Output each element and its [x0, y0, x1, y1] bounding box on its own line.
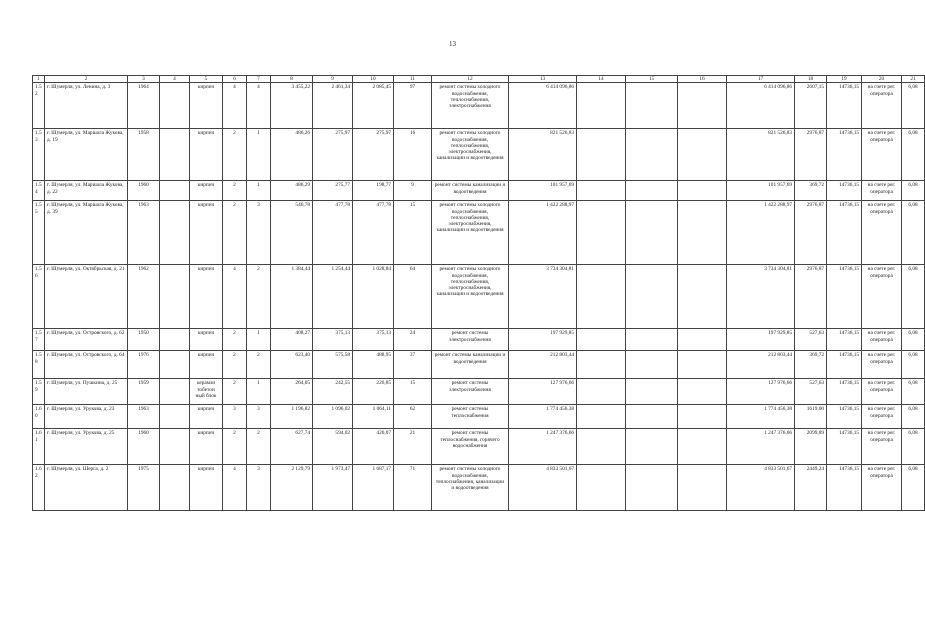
table-cell: 2	[223, 181, 247, 201]
table-cell: ремонт системы канализации и водоотведения	[432, 351, 509, 379]
table-cell: 4	[223, 265, 247, 329]
table-cell	[577, 83, 626, 129]
table-cell	[160, 405, 190, 429]
table-cell: 1.57	[33, 329, 45, 351]
table-cell	[626, 379, 678, 405]
table-cell	[626, 429, 678, 465]
table-cell: керамзи тобетон ный блок	[190, 379, 223, 405]
table-cell: 1963	[128, 405, 160, 429]
table-cell: 821 526,83	[727, 129, 795, 181]
table-cell: 486,26	[271, 129, 313, 181]
table-cell: 4 833 501,67	[509, 465, 577, 511]
table-cell	[626, 129, 678, 181]
table-cell: на счете рег. оператора	[862, 351, 902, 379]
table-cell: 6 414 096,86	[727, 83, 795, 129]
table-cell: на счете рег. оператора	[862, 429, 902, 465]
table-cell: 4 833 501,67	[727, 465, 795, 511]
table-cell: 4	[223, 465, 247, 511]
table-cell: 1962	[128, 265, 160, 329]
table-cell: 1 064,11	[353, 405, 394, 429]
table-cell: 275,77	[313, 181, 353, 201]
table-cell: 14736,15	[827, 465, 862, 511]
table-cell	[160, 83, 190, 129]
table-cell: 6,08	[902, 351, 925, 379]
column-number-cell: 10	[353, 76, 394, 83]
table-cell	[678, 265, 727, 329]
table-row	[33, 201, 925, 265]
table-cell: 2	[247, 429, 271, 465]
table-cell: ремонт системы теплоснабжения, горячего водоснабжения	[432, 429, 509, 465]
table-cell: ремонт системы канализации и водоотведения	[432, 181, 509, 201]
table-cell	[160, 465, 190, 511]
table-cell	[160, 181, 190, 201]
table-cell	[160, 379, 190, 405]
table-cell: г. Шумерля, ул. Шерга, д. 2	[45, 465, 128, 511]
column-number-cell: 7	[247, 76, 271, 83]
table-cell	[160, 329, 190, 351]
table-cell: 408,27	[271, 329, 313, 351]
table-cell	[626, 265, 678, 329]
table-cell: 486,29	[271, 181, 313, 201]
table-cell: 6,08	[902, 329, 925, 351]
table-row	[33, 429, 925, 465]
table-cell: 14736,15	[827, 181, 862, 201]
table-cell: 420,07	[353, 429, 394, 465]
table-cell	[626, 201, 678, 265]
table-cell: 2	[223, 329, 247, 351]
table-cell: 71	[394, 465, 432, 511]
table-cell: 97	[394, 83, 432, 129]
table-cell: 15	[394, 201, 432, 265]
table-row	[33, 83, 925, 129]
table-cell: 2	[247, 265, 271, 329]
table-cell: 488,95	[353, 351, 394, 379]
column-number-cell: 5	[190, 76, 223, 83]
table-cell: 9	[394, 181, 432, 201]
table-cell: г. Шумерля, ул. Ленина, д. 3	[45, 83, 128, 129]
table-cell	[626, 351, 678, 379]
table-row	[33, 465, 925, 511]
table-row	[33, 351, 925, 379]
table-cell: 2 129,79	[271, 465, 313, 511]
table-cell: 15	[394, 379, 432, 405]
table-cell: г. Шумерля, ул. Урукова, д. 23	[45, 405, 128, 429]
table-cell	[577, 129, 626, 181]
table-cell: г. Шумерля, ул. Островского, д. 64	[45, 351, 128, 379]
table-cell: кирпич	[190, 201, 223, 265]
table-cell: 2976,87	[795, 265, 827, 329]
table-cell: 1976	[128, 351, 160, 379]
table-cell: 2976,87	[795, 129, 827, 181]
table-cell: 369,72	[795, 351, 827, 379]
column-number-cell: 17	[727, 76, 795, 83]
table-cell	[577, 201, 626, 265]
table-cell: 1.56	[33, 265, 45, 329]
table-cell: 37	[394, 351, 432, 379]
table-cell: кирпич	[190, 181, 223, 201]
table-cell: 14736,15	[827, 265, 862, 329]
table-cell	[678, 429, 727, 465]
table-cell: 14736,15	[827, 379, 862, 405]
table-cell: 1.59	[33, 379, 45, 405]
table-cell: 1.55	[33, 201, 45, 265]
table-cell	[678, 181, 727, 201]
table-cell: 2 461,34	[313, 83, 353, 129]
table-cell	[626, 181, 678, 201]
column-number-cell: 1	[33, 76, 45, 83]
table-cell	[678, 129, 727, 181]
table-cell: 477,78	[353, 201, 394, 265]
table-cell: ремонт системы электроснабжения	[432, 329, 509, 351]
table-cell: 127 976,66	[509, 379, 577, 405]
table-cell: 1.58	[33, 351, 45, 379]
table-cell: на счете рег. оператора	[862, 379, 902, 405]
table-cell: на счете рег. оператора	[862, 265, 902, 329]
table-cell: ремонт системы холодного водоснабжения, теплоснабжения, электроснабжения	[432, 83, 509, 129]
table-cell: ремонт системы холодного водоснабжения, теплоснабжения, канализации и водоотведения	[432, 465, 509, 511]
table-cell: 6 414 096,86	[509, 83, 577, 129]
table-cell: 1958	[128, 129, 160, 181]
table-cell: 14736,15	[827, 405, 862, 429]
table-cell: 14736,15	[827, 329, 862, 351]
table-cell	[577, 465, 626, 511]
table-cell: 1 973,47	[313, 465, 353, 511]
table-cell	[678, 83, 727, 129]
table-row	[33, 129, 925, 181]
table-cell	[160, 429, 190, 465]
table-cell: 127 976,66	[727, 379, 795, 405]
table-cell	[577, 429, 626, 465]
table-row	[33, 265, 925, 329]
table-cell: 1.60	[33, 405, 45, 429]
table-cell	[577, 181, 626, 201]
table-cell: 14736,15	[827, 351, 862, 379]
table-cell: 2	[247, 351, 271, 379]
table-cell: ремонт системы электроснабжения	[432, 379, 509, 405]
table-cell: 212 803,44	[727, 351, 795, 379]
table-cell	[626, 465, 678, 511]
table-cell: г. Шумерля, ул. Октябрьская, д. 21	[45, 265, 128, 329]
table-cell: кирпич	[190, 351, 223, 379]
table-cell: 2 085,45	[353, 83, 394, 129]
table-cell: 1 774 456,38	[727, 405, 795, 429]
column-number-cell: 8	[271, 76, 313, 83]
table-row	[33, 329, 925, 351]
table-cell	[160, 351, 190, 379]
table-cell	[577, 379, 626, 405]
table-cell: 1975	[128, 465, 160, 511]
table-cell: 1 384,44	[271, 265, 313, 329]
table-cell: ремонт системы холодного водоснабжения, теплоснабжения, электроснабжения, канализации и водоотведения	[432, 129, 509, 181]
column-number-cell: 11	[394, 76, 432, 83]
table-cell	[577, 405, 626, 429]
column-number-cell: 18	[795, 76, 827, 83]
column-number-cell: 9	[313, 76, 353, 83]
column-number-row	[33, 76, 925, 83]
table-cell: 4	[247, 83, 271, 129]
table-cell: на счете рег. оператора	[862, 329, 902, 351]
table-cell: 1 196,82	[271, 405, 313, 429]
table-cell: 1619,00	[795, 405, 827, 429]
table-cell: 2607,15	[795, 83, 827, 129]
table-cell	[160, 129, 190, 181]
table-cell: 62	[394, 405, 432, 429]
column-number-cell: 14	[577, 76, 626, 83]
table-cell	[577, 265, 626, 329]
table-cell: 1 422 288,97	[727, 201, 795, 265]
table-cell: 2	[223, 379, 247, 405]
table-cell: 3 734 304,81	[727, 265, 795, 329]
table-cell	[678, 329, 727, 351]
table-cell: 1.53	[33, 129, 45, 181]
column-number-cell: 6	[223, 76, 247, 83]
table-cell	[626, 329, 678, 351]
table-cell: 6,08	[902, 265, 925, 329]
table-cell: 242,55	[313, 379, 353, 405]
table-cell: 24	[394, 329, 432, 351]
table-cell: 1.62	[33, 465, 45, 511]
table-cell: 6,08	[902, 379, 925, 405]
table-cell: 6,08	[902, 129, 925, 181]
table-cell: 21	[394, 429, 432, 465]
table-cell: 264,05	[271, 379, 313, 405]
table-cell: на счете рег. оператора	[862, 181, 902, 201]
table-cell: кирпич	[190, 329, 223, 351]
column-number-cell: 19	[827, 76, 862, 83]
table-cell	[626, 405, 678, 429]
table-cell: 6,08	[902, 429, 925, 465]
table-cell: 3	[247, 465, 271, 511]
table-cell: 1.52	[33, 83, 45, 129]
table-cell: 1 247 376,66	[509, 429, 577, 465]
table-cell: на счете рег. оператора	[862, 405, 902, 429]
table-cell: 1 422 288,97	[509, 201, 577, 265]
table-cell: 198,77	[353, 181, 394, 201]
table-cell: кирпич	[190, 83, 223, 129]
table-cell: г. Шумерля, ул. Маршала Жукова, д. 19	[45, 129, 128, 181]
table-cell: 527,63	[795, 379, 827, 405]
table-cell: 6,08	[902, 201, 925, 265]
table-cell: г. Шумерля, ул. Пушкина, д. 25	[45, 379, 128, 405]
table-cell: на счете рег. оператора	[862, 465, 902, 511]
table-cell: 1950	[128, 329, 160, 351]
table-cell: 546,78	[271, 201, 313, 265]
table-cell: 3 734 304,81	[509, 265, 577, 329]
table-cell: 1	[247, 329, 271, 351]
table-cell: 197 929,85	[509, 329, 577, 351]
table-cell: 275,97	[313, 129, 353, 181]
table-cell	[160, 201, 190, 265]
table-row	[33, 379, 925, 405]
table-cell: 2	[223, 129, 247, 181]
table-cell: 1964	[128, 83, 160, 129]
table-cell: 1960	[128, 181, 160, 201]
table-cell: 6,08	[902, 465, 925, 511]
table-cell: 197 929,85	[727, 329, 795, 351]
column-number-cell: 2	[45, 76, 128, 83]
table-cell: на счете рег. оператора	[862, 201, 902, 265]
table-cell: 14736,15	[827, 201, 862, 265]
table-cell	[160, 265, 190, 329]
column-number-cell: 13	[509, 76, 577, 83]
column-number-cell: 15	[626, 76, 678, 83]
column-number-cell: 4	[160, 76, 190, 83]
table-cell: 226,85	[353, 379, 394, 405]
table-cell: г. Шумерля, ул. Островского, д. 62	[45, 329, 128, 351]
table-cell: ремонт системы холодного водоснабжения, теплоснабжения, электроснабжения, канализации и водоотведения	[432, 201, 509, 265]
table-cell: 1	[247, 181, 271, 201]
table-cell: г. Шумерля, ул. Маршала Жукова, д. 22	[45, 181, 128, 201]
table-cell: г. Шумерля, ул. Урукова, д. 25	[45, 429, 128, 465]
table-cell: 1 254,44	[313, 265, 353, 329]
table-cell: кирпич	[190, 429, 223, 465]
table-cell: 275,97	[353, 129, 394, 181]
table-cell: 101 957,69	[727, 181, 795, 201]
table-cell: 375,13	[353, 329, 394, 351]
table-cell: 1 028,84	[353, 265, 394, 329]
column-number-cell: 16	[678, 76, 727, 83]
table-cell: 575,58	[313, 351, 353, 379]
table-cell: 1.54	[33, 181, 45, 201]
table-cell: 14736,15	[827, 429, 862, 465]
table-cell: 3 455,22	[271, 83, 313, 129]
table-cell: 6,08	[902, 83, 925, 129]
table-cell: 627,74	[271, 429, 313, 465]
table-cell: 527,63	[795, 329, 827, 351]
table-cell: 2	[223, 429, 247, 465]
table-cell: 375,13	[313, 329, 353, 351]
table-cell	[626, 83, 678, 129]
table-cell: 1	[247, 379, 271, 405]
table-cell: 6,08	[902, 181, 925, 201]
table-cell	[678, 351, 727, 379]
table-cell: 1959	[128, 379, 160, 405]
table-cell: 212 803,44	[509, 351, 577, 379]
table-cell: 64	[394, 265, 432, 329]
table-cell: 1963	[128, 201, 160, 265]
table-cell: на счете рег. оператора	[862, 129, 902, 181]
page-number: 13	[449, 40, 456, 48]
table-cell	[577, 329, 626, 351]
table-cell: 1.61	[33, 429, 45, 465]
table-cell: 821 526,83	[509, 129, 577, 181]
housing-repair-register-table	[32, 75, 925, 511]
column-number-cell: 20	[862, 76, 902, 83]
table-cell: г. Шумерля, ул. Маршала Жукова, д. 39	[45, 201, 128, 265]
table-cell	[678, 465, 727, 511]
table-cell	[678, 405, 727, 429]
table-cell: 2	[223, 201, 247, 265]
table-row	[33, 181, 925, 201]
column-number-cell: 12	[432, 76, 509, 83]
table-cell: 369,72	[795, 181, 827, 201]
table-cell: кирпич	[190, 129, 223, 181]
table-cell: 623,40	[271, 351, 313, 379]
column-number-cell: 21	[902, 76, 925, 83]
table-cell: 1 247 376,66	[727, 429, 795, 465]
table-row	[33, 405, 925, 429]
table-cell: 3	[247, 405, 271, 429]
table-cell: 14736,15	[827, 129, 862, 181]
table-cell: кирпич	[190, 265, 223, 329]
table-cell: 101 957,69	[509, 181, 577, 201]
table-cell: 1 096,02	[313, 405, 353, 429]
table-cell: 3	[223, 405, 247, 429]
table-cell: 2	[223, 351, 247, 379]
table-cell: на счете рег. оператора	[862, 83, 902, 129]
column-number-cell: 3	[128, 76, 160, 83]
table-cell: 16	[394, 129, 432, 181]
table-cell: кирпич	[190, 465, 223, 511]
table-cell: 594,02	[313, 429, 353, 465]
table-cell: 1 687,17	[353, 465, 394, 511]
table-cell: 2449,24	[795, 465, 827, 511]
table-cell: 3	[247, 201, 271, 265]
table-cell: 2976,87	[795, 201, 827, 265]
table-cell: ремонт системы теплоснабжения	[432, 405, 509, 429]
table-cell: ремонт системы холодного водоснабжения, теплоснабжения, электроснабжения, канализации и водоотведения	[432, 265, 509, 329]
table-cell: 4	[223, 83, 247, 129]
table-cell: кирпич	[190, 405, 223, 429]
table-cell: 2099,89	[795, 429, 827, 465]
table-cell: 6,08	[902, 405, 925, 429]
table-cell: 1	[247, 129, 271, 181]
table-cell: 1 774 456,38	[509, 405, 577, 429]
table-cell: 477,78	[313, 201, 353, 265]
table-cell: 1960	[128, 429, 160, 465]
table-cell	[577, 351, 626, 379]
table-cell: 14736,15	[827, 83, 862, 129]
table-cell	[678, 379, 727, 405]
table-cell	[678, 201, 727, 265]
